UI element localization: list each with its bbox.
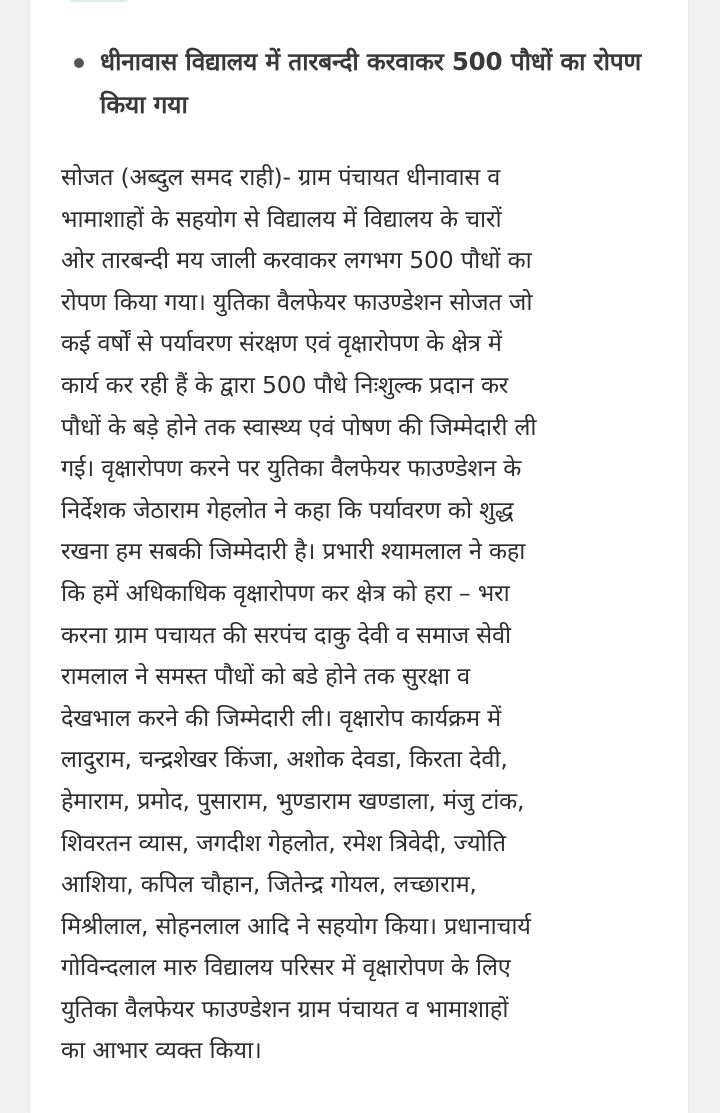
article-headline[interactable]	[74, 40, 674, 126]
top-accent-bar	[70, 0, 128, 2]
bullet-icon	[74, 58, 84, 68]
article-body: सोजत (अब्दुल समद राही)- ग्राम पंचायत धीनावास व भामाशाहों के सहयोग से विद्यालय में विद्यालय के चारों ओर तारबन्दी मय जाली करवाकर लगभग 500 पौधों का रोपण किया गया। युतिका वैलफेयर फाउण्डेशन सोजत जो कई वर्षों से पर्यावरण संरक्षण एवं वृक्षारोपण के क्षेत्र में कार्य कर रही हैं के द्वारा 500 पौधे निःशुल्क प्रदान कर पौधों के बड़े होने तक स्वास्थ्य एवं पोषण की जिम्मेदारी ली गई। वृक्षारोपण करने पर युतिका वैलफेयर फाउण्डेशन के निर्देशक जेठाराम गेहलोत ने कहा कि पर्यावरण को शुद्ध रखना हम सबकी जिम्मेदारी है। प्रभारी श्यामलाल ने कहा कि हमें अधिकाधिक वृक्षारोपण कर क्षेत्र को हरा – भरा करना ग्राम पचायत की सरपंच दाकु देवी व समाज सेवी रामलाल ने समस्त पौधों को बडे होने तक सुरक्षा व देखभाल करने की जिम्मेदारी ली। वृक्षारोप कार्यक्रम में लादुराम, चन्द्रशेखर किंजा, अशोक देवडा, किरता देवी, हेमाराम, प्रमोद, पुसाराम, भुण्डाराम खण्डाला, मंजु टांक, शिवरतन व्यास, जगदीश गेहलोत, रमेश त्रिवेदी, ज्योति आशिया, कपिल चौहान, जितेन्द्र गोयल, लच्छाराम, मिश्रीलाल, सोहनलाल आदि ने सहयोग किया। प्रधानाचार्य गोविन्दलाल मारु विद्यालय परिसर में वृक्षारोपण के लिए युतिका वैलफेयर फाउण्डेशन ग्राम पंचायत व भामाशाहों का आभार व्यक्त किया।	[61, 163, 537, 1065]
article-card	[30, 0, 688, 1113]
headline-text[interactable]: धीनावास विद्यालय में तारबन्दी करवाकर 500 पौधों का रोपण किया गया	[100, 47, 641, 119]
